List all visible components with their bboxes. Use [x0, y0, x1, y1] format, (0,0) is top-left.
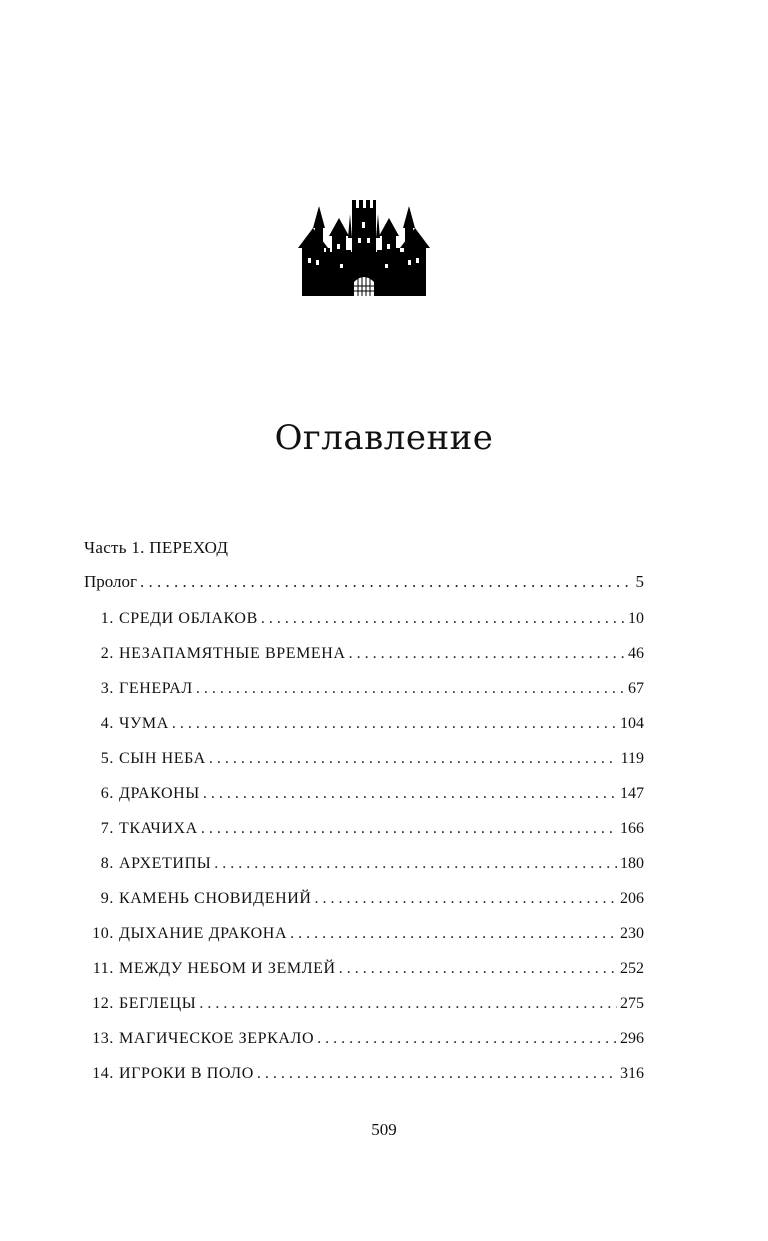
dot-leader	[199, 986, 617, 1021]
toc-entry	[84, 1021, 644, 1056]
entry-page: 5	[635, 572, 644, 591]
entry-page: 316	[620, 1065, 644, 1082]
dot-leader	[290, 916, 617, 951]
toc-entry	[84, 986, 644, 1021]
entry-title: Пролог	[84, 572, 138, 591]
entry-title: МАГИЧЕСКОЕ ЗЕРКАЛО	[119, 1030, 315, 1047]
chapter-number: 1.	[100, 610, 114, 627]
toc-entry	[84, 916, 644, 951]
dot-leader	[315, 881, 617, 916]
entry-page: 230	[620, 925, 644, 942]
dot-leader	[339, 951, 617, 986]
entry-title: БЕГЛЕЦЫ	[119, 995, 197, 1012]
toc-entry	[84, 741, 644, 776]
entry-title: СЫН НЕБА	[119, 750, 206, 767]
chapter-number: 4.	[100, 715, 114, 732]
toc-entry	[84, 636, 644, 671]
toc-entry	[84, 706, 644, 741]
toc-entry	[84, 881, 644, 916]
chapter-number: 2.	[100, 645, 114, 662]
part-heading: Часть 1. ПЕРЕХОД	[84, 538, 229, 557]
toc-entry	[84, 601, 644, 636]
entry-title: ГЕНЕРАЛ	[119, 680, 193, 697]
entry-page: 104	[620, 715, 644, 732]
chapter-number: 11.	[92, 960, 114, 977]
entry-page: 166	[620, 820, 644, 837]
entry-title: МЕЖДУ НЕБОМ И ЗЕМЛЕЙ	[119, 960, 336, 977]
chapter-number: 5.	[100, 750, 114, 767]
chapter-number: 13.	[92, 1030, 114, 1047]
chapter-number: 9.	[100, 890, 114, 907]
chapter-number: 6.	[100, 785, 114, 802]
toc-entry	[84, 776, 644, 811]
entry-page: 296	[620, 1030, 644, 1047]
entry-title: СРЕДИ ОБЛАКОВ	[119, 610, 258, 627]
entry-page: 180	[620, 855, 644, 872]
dot-leader	[172, 706, 617, 741]
toc-entry-prologue	[84, 563, 644, 601]
page-number: 509	[371, 1120, 397, 1139]
entry-page: 119	[620, 750, 644, 767]
dot-leader	[349, 636, 625, 671]
table-of-contents	[84, 533, 644, 1091]
dot-leader	[196, 671, 625, 706]
entry-page: 10	[628, 610, 644, 627]
entry-page: 147	[620, 785, 644, 802]
entry-page: 252	[620, 960, 644, 977]
chapter-number: 7.	[100, 820, 114, 837]
entry-title: КАМЕНЬ СНОВИДЕНИЙ	[119, 890, 312, 907]
entry-page: 206	[620, 890, 644, 907]
castle-icon	[296, 198, 432, 296]
entry-title: ДРАКОНЫ	[119, 785, 200, 802]
toc-entry	[84, 846, 644, 881]
entry-title: ДЫХАНИЕ ДРАКОНА	[119, 925, 288, 942]
page-title: Оглавление	[274, 418, 494, 458]
dot-leader	[261, 601, 625, 636]
chapter-number: 3.	[100, 680, 114, 697]
entry-page: 46	[628, 645, 644, 662]
entry-title: ЧУМА	[119, 715, 169, 732]
dot-leader	[201, 811, 617, 846]
chapter-number: 8.	[100, 855, 114, 872]
entry-page: 275	[620, 995, 644, 1012]
toc-entry	[84, 811, 644, 846]
entry-title: ТКАЧИХА	[119, 820, 198, 837]
toc-entry	[84, 1056, 644, 1091]
chapter-number: 12.	[92, 995, 114, 1012]
entry-title: АРХЕТИПЫ	[119, 855, 212, 872]
chapter-number: 10.	[92, 925, 114, 942]
dot-leader	[257, 1056, 617, 1091]
entry-title: НЕЗАПАМЯТНЫЕ ВРЕМЕНА	[119, 645, 346, 662]
dot-leader	[209, 741, 618, 776]
dot-leader	[203, 776, 617, 811]
dot-leader	[140, 563, 632, 601]
toc-entry	[84, 671, 644, 706]
entry-page: 67	[628, 680, 644, 697]
chapter-number: 14.	[92, 1065, 114, 1082]
entry-title: ИГРОКИ В ПОЛО	[119, 1065, 254, 1082]
toc-entry	[84, 951, 644, 986]
dot-leader	[317, 1021, 617, 1056]
dot-leader	[214, 846, 617, 881]
